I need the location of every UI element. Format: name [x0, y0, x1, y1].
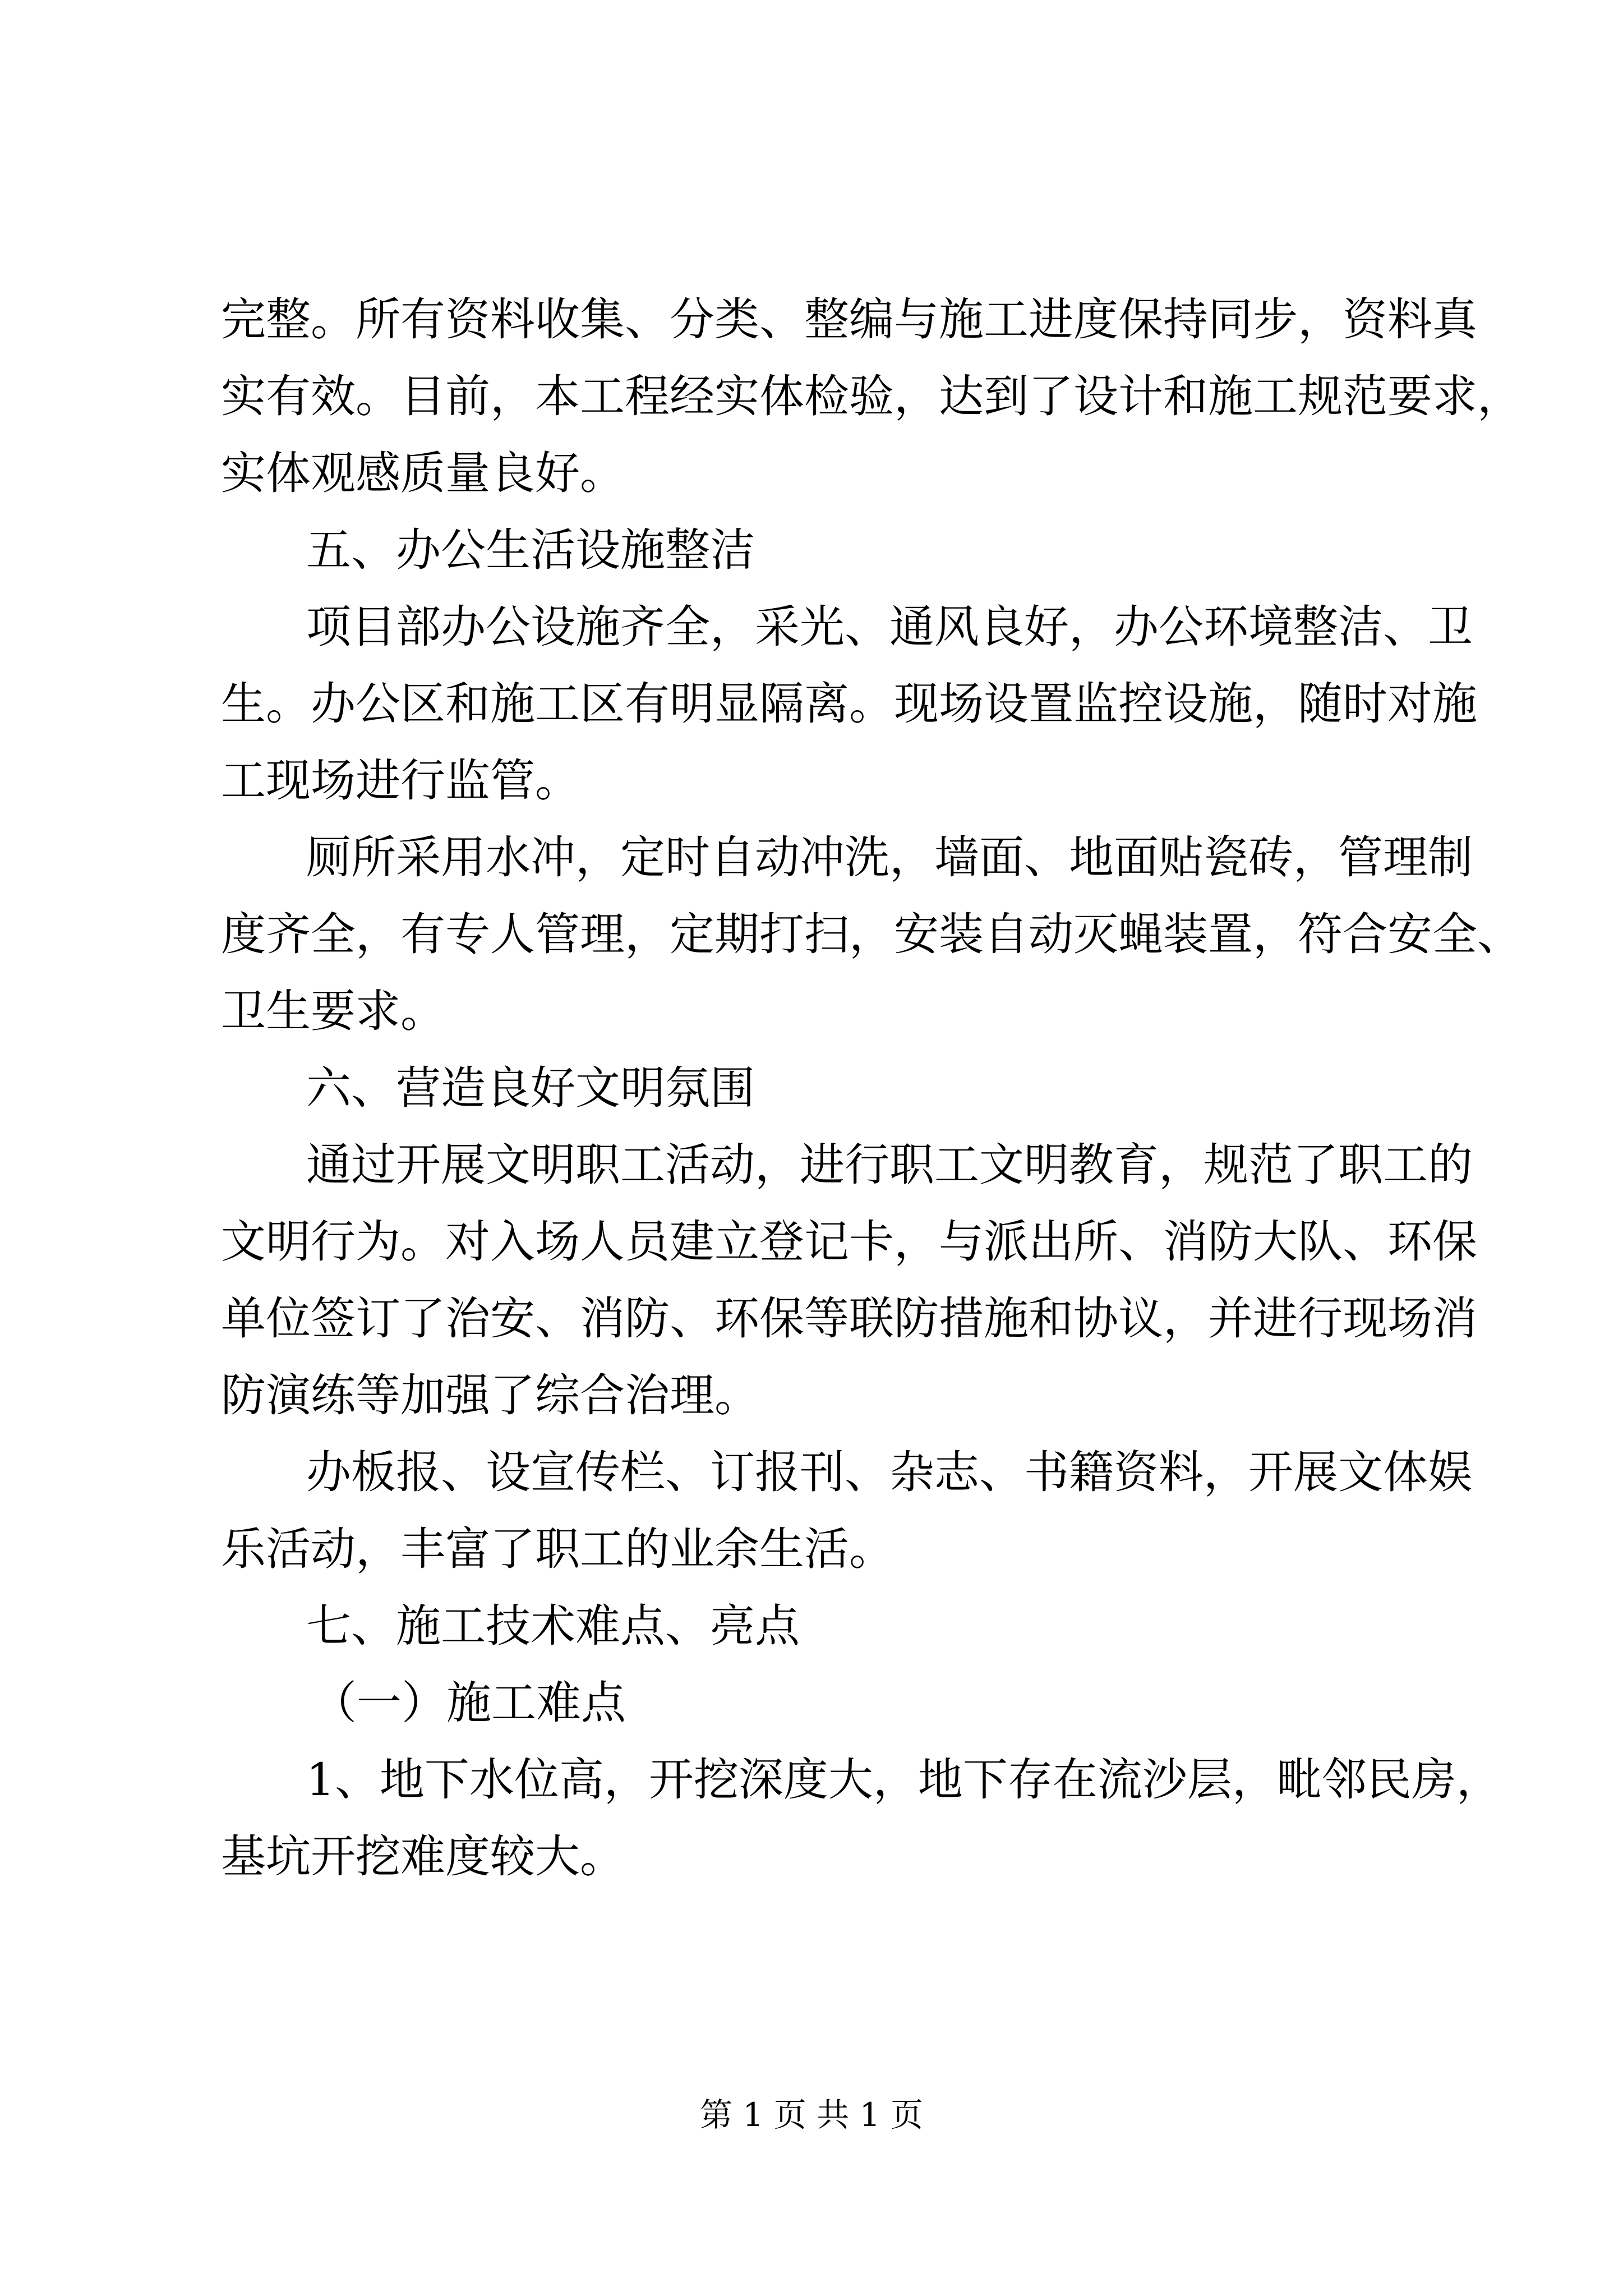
section-heading: 六、营造良好文明氛围 [306, 1062, 755, 1114]
paragraph-line: 文明行为。对入场人员建立登记卡，与派出所、消防大队、环保 [221, 1216, 1477, 1268]
paragraph-line: 单位签订了治安、消防、环保等联防措施和协议，并进行现场消 [221, 1292, 1477, 1345]
subsection-heading: （一）施工难点 [312, 1677, 626, 1729]
paragraph-line: 卫生要求。 [221, 985, 445, 1037]
section-heading: 七、施工技术难点、亮点 [306, 1600, 800, 1652]
paragraph-line: 1、地下水位高，开挖深度大，地下存在流沙层，毗邻民房， [306, 1754, 1501, 1806]
paragraph-line: 实体观感质量良好。 [221, 447, 625, 499]
paragraph-line: 乐活动，丰富了职工的业余生活。 [221, 1523, 894, 1575]
paragraph-line: 办板报、设宣传栏、订报刊、杂志、书籍资料，开展文体娱 [306, 1446, 1473, 1498]
paragraph-line: 生。办公区和施工区有明显隔离。现场设置监控设施，随时对施 [221, 678, 1477, 730]
paragraph-line: 基坑开挖难度较大。 [221, 1830, 625, 1883]
paragraph-line: 防演练等加强了综合治理。 [221, 1369, 759, 1421]
paragraph-line: 通过开展文明职工活动，进行职工文明教育，规范了职工的 [306, 1139, 1473, 1191]
paragraph-line: 工现场进行监管。 [221, 754, 580, 807]
paragraph-line: 实有效。目前，本工程经实体检验，达到了设计和施工规范要求， [221, 370, 1522, 422]
paragraph-line: 完整。所有资料收集、分类、整编与施工进度保持同步，资料真 [221, 293, 1477, 346]
paragraph-line: 项目部办公设施齐全，采光、通风良好，办公环境整洁、卫 [306, 601, 1473, 653]
paragraph-line: 厕所采用水冲，定时自动冲洗，墙面、地面贴瓷砖，管理制 [306, 831, 1473, 884]
section-heading: 五、办公生活设施整洁 [306, 524, 755, 576]
paragraph-line: 度齐全，有专人管理，定期打扫，安装自动灭蝇装置，符合安全、 [221, 908, 1522, 960]
page-footer: 第 1 页 共 1 页 [700, 2096, 923, 2134]
